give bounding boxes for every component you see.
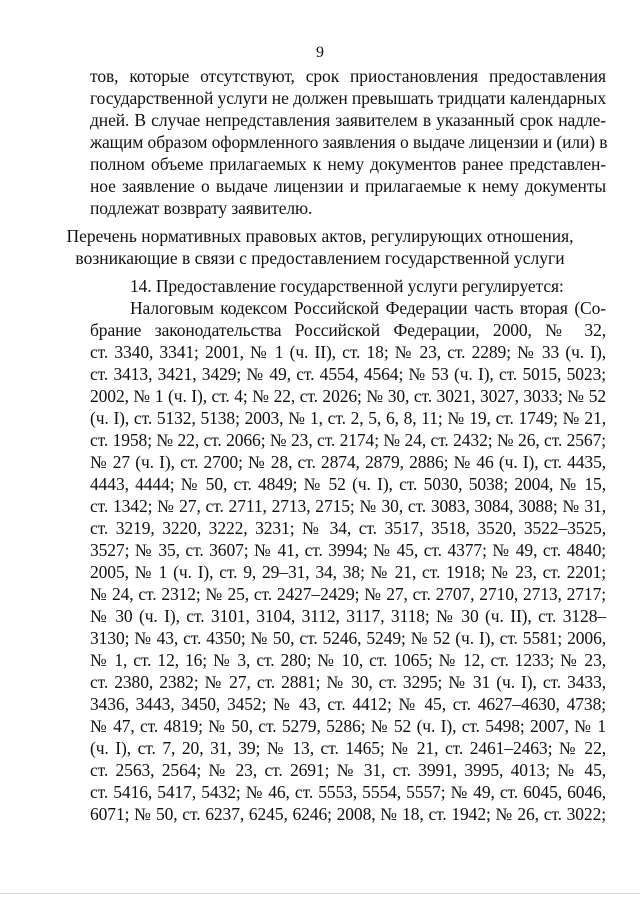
- text-line: № 1, ст. 12, 16; № 3, ст. 280; № 10, ст. 1065; № 12, ст. 1233; № 23,: [90, 650, 606, 670]
- text-line: Налоговым кодексом Российской Федерации часть вторая (Со-: [130, 298, 606, 318]
- text-line: № 24, ст. 2312; № 25, ст. 2427–2429; № 27, ст. 2707, 2710, 2713, 2717;: [90, 584, 606, 604]
- text-line: 2005, № 1 (ч. I), ст. 9, 29–31, 34, 38; № 21, ст. 1918; № 23, ст. 2201;: [90, 562, 606, 582]
- text-line: ст. 2380, 2382; № 27, ст. 2881; № 30, ст. 3295; № 31 (ч. I), ст. 3433,: [90, 672, 606, 692]
- text-line: ст. 5416, 5417, 5432; № 46, ст. 5553, 5554, 5557; № 49, ст. 6045, 6046,: [90, 782, 606, 802]
- text-line: 3436, 3443, 3450, 3452; № 43, ст. 4412; № 45, ст. 4627–4630, 4738;: [90, 694, 606, 714]
- text-line: 3130; № 43, ст. 4350; № 50, ст. 5246, 5249; № 52 (ч. I), ст. 5581; 2006,: [90, 628, 606, 648]
- heading-line: возникающие в связи с предоставлением государственной услуги: [75, 248, 565, 268]
- text-line: (ч. I), ст. 7, 20, 31, 39; № 13, ст. 1465; № 21, ст. 2461–2463; № 22,: [90, 738, 606, 758]
- text-line: № 30 (ч. I), ст. 3101, 3104, 3112, 3117, 3118; № 30 (ч. II), ст. 3128–: [90, 606, 606, 626]
- text-line: 3527; № 35, ст. 3607; № 41, ст. 3994; № 45, ст. 4377; № 49, ст. 4840;: [90, 540, 606, 560]
- text-line: 2002, № 1 (ч. I), ст. 4; № 22, ст. 2026; № 30, ст. 3021, 3027, 3033; № 52: [90, 386, 606, 406]
- text-line: подлежат возврату заявителю.: [90, 198, 313, 218]
- text-line: дней. В случае непредставления заявителем в указанный срок надле-: [90, 110, 606, 130]
- text-line: жащим образом оформленного заявления о выдаче лицензии и (или) в: [90, 132, 608, 152]
- text-line: ст. 3340, 3341; 2001, № 1 (ч. II), ст. 18; № 23, ст. 2289; № 33 (ч. I),: [90, 342, 606, 362]
- text-line: № 27 (ч. I), ст. 2700; № 28, ст. 2874, 2879, 2886; № 46 (ч. I), ст. 4435,: [90, 452, 606, 472]
- text-line: ст. 3413, 3421, 3429; № 49, ст. 4554, 4564; № 53 (ч. I), ст. 5015, 5023;: [90, 364, 606, 384]
- scan-edge-divider: [0, 893, 640, 894]
- text-line: 4443, 4444; № 50, ст. 4849; № 52 (ч. I), ст. 5030, 5038; 2004, № 15,: [90, 474, 606, 494]
- text-line: тов, которые отсутствуют, срок приостановления предоставления: [90, 66, 606, 86]
- text-line: государственной услуги не должен превышать тридцати календарных: [90, 88, 606, 108]
- heading-line: Перечень нормативных правовых актов, регулирующих отношения,: [66, 226, 574, 246]
- text-line: ное заявление о выдаче лицензии и прилагаемые к нему документы: [90, 176, 606, 196]
- page-number: 9: [316, 44, 324, 61]
- text-line: ст. 3219, 3220, 3222, 3231; № 34, ст. 3517, 3518, 3520, 3522–3525,: [90, 518, 606, 538]
- text-line: № 47, ст. 4819; № 50, ст. 5279, 5286; № 52 (ч. I), ст. 5498; 2007, № 1: [90, 716, 606, 736]
- text-line: брание законодательства Российской Федерации, 2000, № 32,: [90, 320, 606, 340]
- text-line: ст. 1958; № 22, ст. 2066; № 23, ст. 2174; № 24, ст. 2432; № 26, ст. 2567;: [90, 430, 606, 450]
- text-line: 6071; № 50, ст. 6237, 6245, 6246; 2008, № 18, ст. 1942; № 26, ст. 3022;: [90, 804, 606, 824]
- clause-14: 14. Предоставление государственной услуги регулируется:: [130, 276, 564, 296]
- text-line: ст. 1342; № 27, ст. 2711, 2713, 2715; № 30, ст. 3083, 3084, 3088; № 31,: [90, 496, 606, 516]
- text-line: ст. 2563, 2564; № 23, ст. 2691; № 31, ст. 3991, 3995, 4013; № 45,: [90, 760, 606, 780]
- text-line: (ч. I), ст. 5132, 5138; 2003, № 1, ст. 2, 5, 6, 8, 11; № 19, ст. 1749; № 21,: [90, 408, 606, 428]
- text-line: полном объеме прилагаемых к нему документов ранее представлен-: [90, 154, 606, 174]
